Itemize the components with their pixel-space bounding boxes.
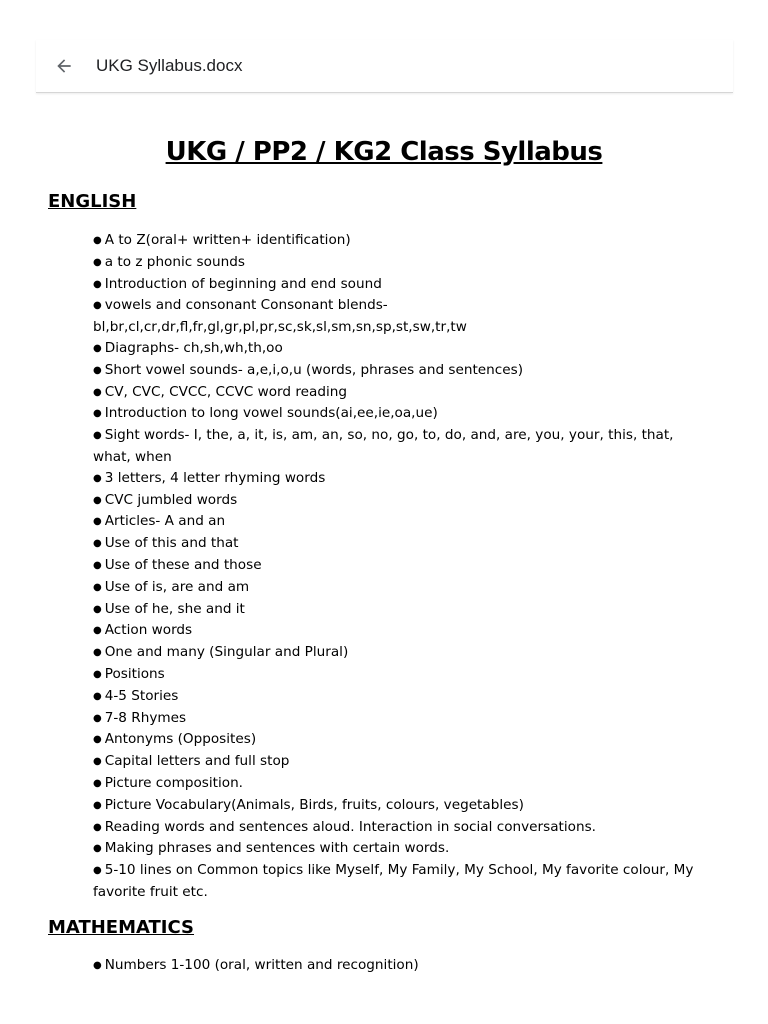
list-item-text: Introduction to long vowel sounds(ai,ee,ie,oa,ue) [104,405,438,422]
bullet-icon: ● [93,625,102,637]
bullet-icon: ● [93,364,102,376]
list-item [93,555,713,577]
list-item [93,295,713,338]
bullet-icon: ● [93,960,102,971]
bullet-icon: ● [93,472,102,484]
list-item-text: Use of is, are and am [104,578,250,595]
list-item [93,642,713,664]
list-item-text: Making phrases and sentences with certain words. [104,840,450,857]
list-item-text: A to Z(oral+ written+ identification) [104,232,351,248]
bullet-icon: ● [93,516,102,528]
list-item [93,751,713,773]
list-item [93,468,713,490]
list-item-text: Reading words and sentences aloud. Interaction in social conversations. [104,818,596,835]
app-header [36,40,733,93]
list-item [93,577,713,599]
list-item-text: Use of he, she and it [104,600,245,617]
mathematics-syllabus-list [93,955,713,977]
list-item-text: Antonyms (Opposites) [104,731,257,748]
list-item [93,955,713,977]
arrow-left-icon [54,56,74,76]
list-item-text: 7-8 Rhymes [104,709,187,726]
bullet-icon: ● [93,756,102,768]
list-item [93,620,713,642]
list-item [93,252,713,274]
list-item [93,708,713,730]
list-item-text: Action words [104,622,193,639]
list-item-text: CVC jumbled words [104,491,238,508]
list-item [93,230,713,252]
list-item [93,686,713,708]
list-item-text: 5-10 lines on Common topics like Myself, My Family, My School, My favorite colour, My favorite fruit etc. [93,862,694,900]
list-item [93,729,713,751]
list-item-text: a to z phonic sounds [104,253,245,270]
back-button[interactable] [36,40,92,92]
bullet-icon: ● [93,235,102,246]
list-item [93,817,713,839]
list-item [93,490,713,512]
bullet-icon: ● [93,690,102,702]
list-item [93,403,713,425]
list-item-text: Use of this and that [104,535,239,552]
bullet-icon: ● [93,712,102,724]
list-item [93,533,713,555]
list-item [93,795,713,817]
list-item-text: Numbers 1-100 (oral, written and recognition) [104,957,419,973]
bullet-icon: ● [93,278,102,290]
bullet-icon: ● [93,581,102,593]
list-item-text: CV, CVC, CVCC, CCVC word reading [104,383,347,400]
list-item [93,664,713,686]
list-item-text: Diagraphs- ch,sh,wh,th,oo [104,339,283,356]
bullet-icon: ● [93,256,102,268]
mathematics-heading: MATHEMATICS [48,917,195,938]
list-item [93,511,713,533]
list-item [93,382,713,404]
list-item [93,838,713,860]
list-item-text: Picture composition. [104,774,244,791]
list-item-text: 3 letters, 4 letter rhyming words [104,469,326,486]
bullet-icon: ● [93,865,102,877]
bullet-icon: ● [93,668,102,680]
bullet-icon: ● [93,386,102,398]
english-syllabus-list [93,230,713,903]
document-filename: UKG Syllabus.docx [96,56,243,75]
list-item-text: Use of these and those [104,556,262,573]
bullet-icon: ● [93,342,102,354]
list-item-text: Positions [104,665,165,682]
bullet-icon: ● [93,538,102,550]
list-item-text: Capital letters and full stop [104,753,290,770]
bullet-icon: ● [93,603,102,615]
bullet-icon: ● [93,647,102,659]
bullet-icon: ● [93,843,102,855]
list-item-text: 4-5 Stories [104,687,179,704]
english-heading: ENGLISH [48,191,137,212]
bullet-icon: ● [93,821,102,833]
list-item-text: Picture Vocabulary(Animals, Birds, fruits, colours, vegetables) [104,796,524,813]
bullet-icon: ● [93,734,102,746]
list-item-text: Introduction of beginning and end sound [104,275,382,292]
list-item-text: vowels and consonant Consonant blends- bl,br,cl,cr,dr,fl,fr,gl,gr,pl,pr,sc,sk,sl,sm,sn,sp,st,sw,tr,tw [93,297,467,336]
list-item [93,338,713,360]
list-item [93,425,713,468]
list-item [93,599,713,621]
list-item-text: One and many (Singular and Plural) [104,644,349,661]
list-item [93,860,713,903]
page-title: UKG / PP2 / KG2 Class Syllabus [165,137,603,167]
list-item-text: Articles- A and an [104,513,226,530]
bullet-icon: ● [93,494,102,506]
list-item-text: Sight words- I, the, a, it, is, am, an, so, no, go, to, do, and, are, you, your, this, that, what, when [93,427,674,465]
list-item [93,274,713,296]
bullet-icon: ● [93,559,102,571]
bullet-icon: ● [93,430,102,442]
list-item-text: Short vowel sounds- a,e,i,o,u (words, phrases and sentences) [104,361,523,378]
bullet-icon: ● [93,300,102,312]
bullet-icon: ● [93,408,102,420]
bullet-icon: ● [93,799,102,811]
bullet-icon: ● [93,777,102,789]
list-item [93,360,713,382]
list-item [93,773,713,795]
document-page [0,93,768,1024]
